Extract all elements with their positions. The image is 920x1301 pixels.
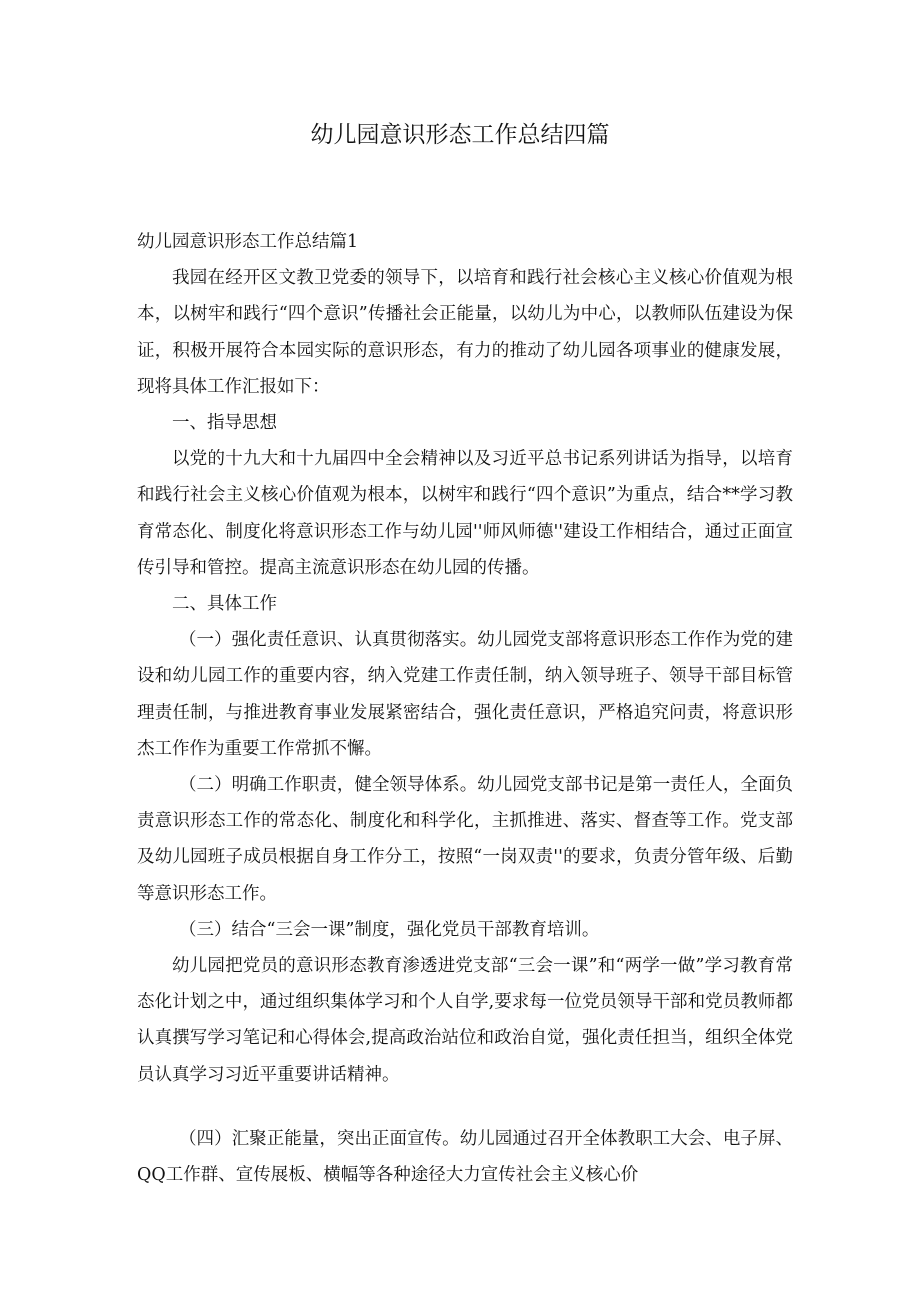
document-title: 幼儿园意识形态工作总结四篇 [310,122,610,148]
heading-guiding-ideology: 一、指导思想 [172,413,277,434]
paragraph-item-4: （四）汇聚正能量，突出正面宣传。幼儿园通过召开全体教职工大会、电子屏、QQ工作群、宣传展板、横幅等各种途径大力宣传社会主义核心价 [137,1128,793,1186]
paragraph-spacer [137,1093,793,1121]
paragraph-guiding-ideology: 以党的十九大和十九届四中全会精神以及习近平总书记系列讲话为指导，以培育和践行社会主义核心价值观为根本，以树牢和践行“四个意识”为重点，结合**学习教育常态化、制度化将意识形态工作与幼儿园''师风师德''建设工作相结合，通过正面宣传引导和管控。提高主流意识形态在幼儿园的传播。 [137,449,793,578]
section-title: 幼儿园意识形态工作总结篇1 [137,232,359,252]
paragraph-item-1: （一）强化责任意识、认真贯彻落实。幼儿园党支部将意识形态工作作为党的建设和幼儿园工作的重要内容，纳入党建工作责任制，纳入领导班子、领导干部目标管理责任制，与推进教育事业发展紧密结合，强化责任意识，严格追究问责，将意识形杰工作作为重要工作常抓不懈。 [137,630,793,759]
document-body [137,224,793,1193]
paragraph-item-3: 幼儿园把党员的意识形态教育渗透进党支部“三会一课”和“两学一做”学习教育常态化计划之中，通过组织集体学习和个人自学,要求每一位党员领导干部和党员教师都认真撰写学习笔记和心得体会,提高政治站位和政治自觉，强化责任担当，组织全体党员认真学习习近平重要讲话精神。 [137,956,793,1085]
heading-item-3: （三）结合“三会一课”制度，强化党员干部教育培训。 [179,919,600,940]
heading-specific-work: 二、具体工作 [172,594,277,615]
paragraph-item-2: （二）明确工作职责，健全领导体系。幼儿园党支部书记是第一责任人，全面负责意识形态工作的常态化、制度化和科学化，主抓推进、落实、督查等工作。党支部及幼儿园班子成员根据自身工作分工，按照“一岗双责''的要求，负责分管年级、后勤等意识形态工作。 [137,775,793,904]
paragraph-intro: 我园在经开区文教卫党委的领导下，以培育和践行社会核心主义核心价值观为根本，以树牢和践行“四个意识”传播社会正能量，以幼儿为中心，以教师队伍建设为保证，积极开展符合本园实际的意识形态，有力的推动了幼儿园各项事业的健康发展，现将具体工作汇报如下： [137,268,793,397]
